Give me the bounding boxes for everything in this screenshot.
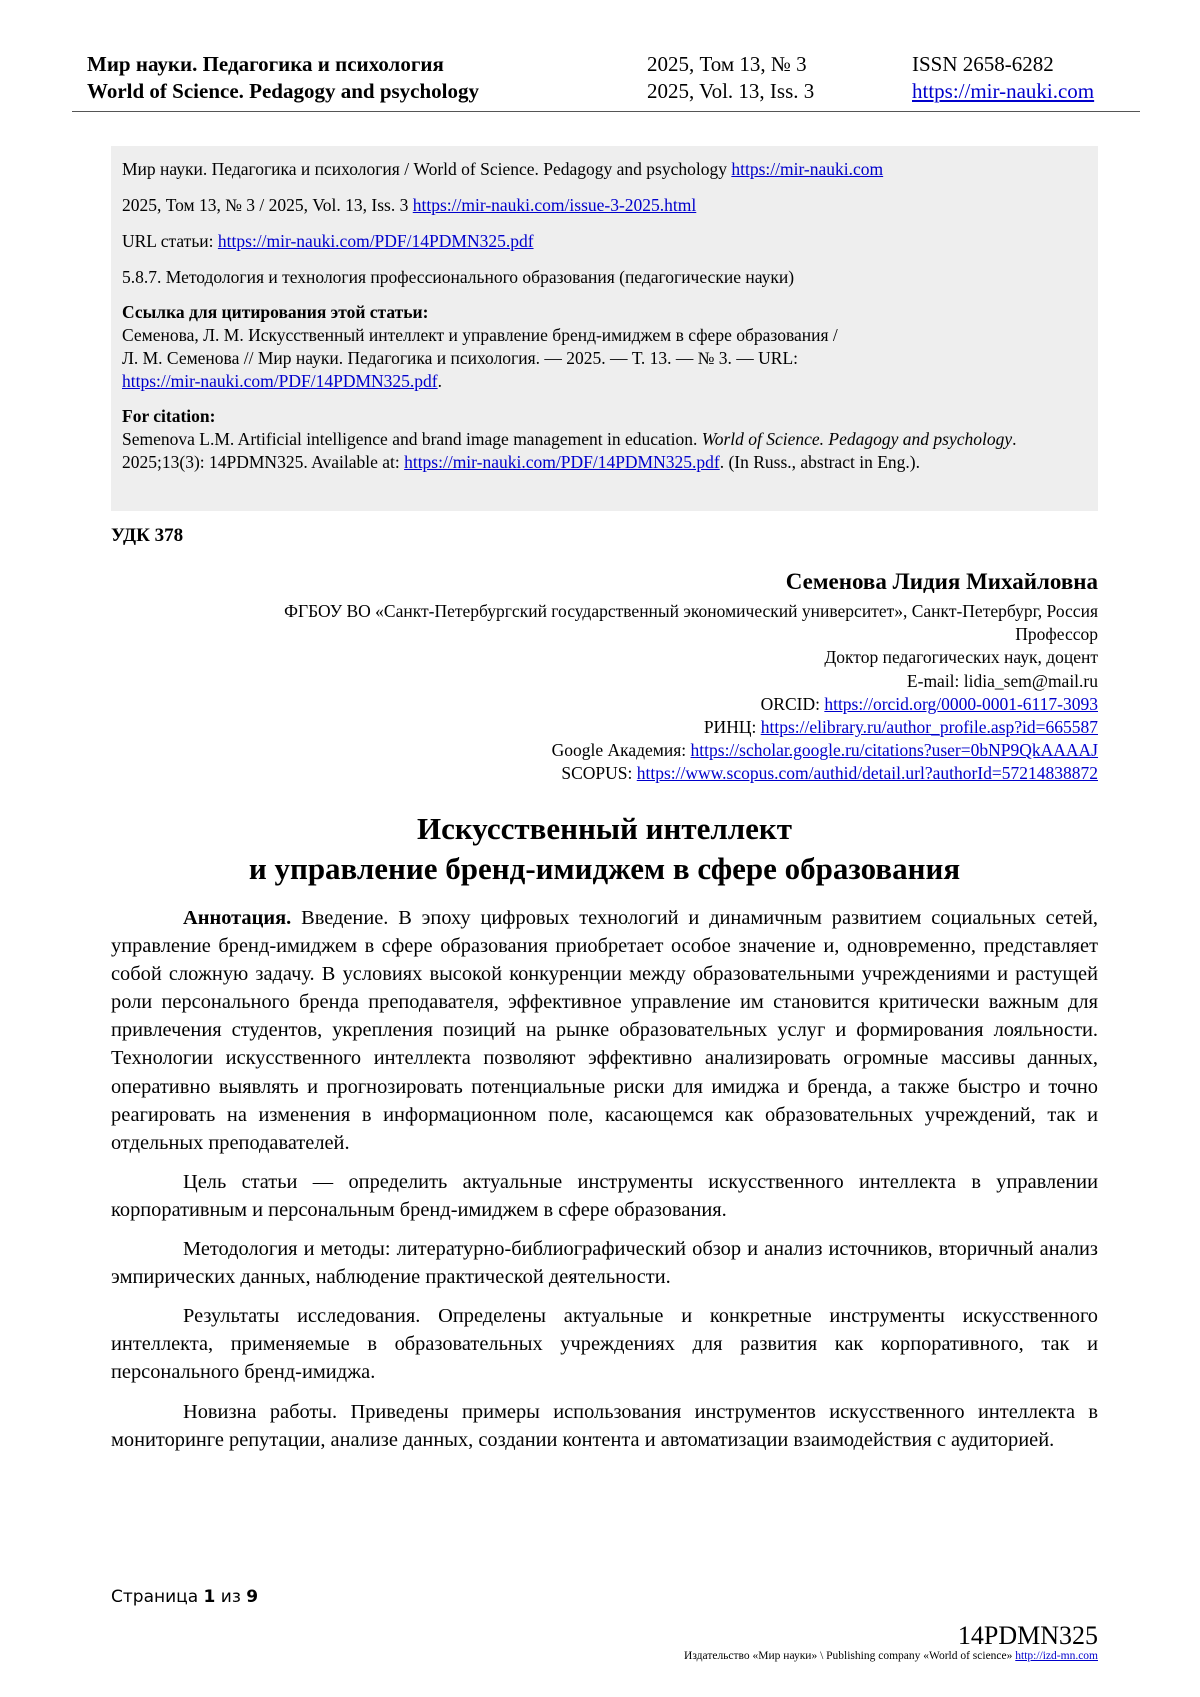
article-info-box: Мир науки. Педагогика и психология / World of Science. Pedagogy and psychology https://mir-nauki.com 2025, Том 13, № 3 / 2025, Vol. 13, Iss. 3 https://mir-nauki.com/issue-3-2025.html URL статьи: https://mir-nauki.com/PDF/14PDMN325.pdf 5.8.7. Методология и технология профессионального образования (педагогические науки) Ссылка для цитирования этой статьи: Семенова, Л. М. Искусственный интеллект и управление бренд-имиджем в сфере образования / Л. М. Семенова // Мир науки. Педагогика и психология. — 2025. — Т. 13. — № 3. — URL: https://mir-nauki.com/PDF/14PDMN325.pdf. For citation: Semenova L.M. Artificial intelligence and brand image management in education. World of Science. Pedagogy and psychology. 2025;13(3): 14PDMN325. Available at: https://mir-nauki.com/PDF/14PDMN325.pdf. (In Russ., abstract in Eng.). [111, 146, 1098, 511]
cite-en-text: Semenova L.M. Artificial intelligence and brand image management in education. [122, 429, 698, 449]
cite-ru-link[interactable]: https://mir-nauki.com/PDF/14PDMN325.pdf [122, 371, 438, 391]
cite-ru-label: Ссылка для цитирования этой статьи: [122, 302, 429, 322]
issue-en: 2025, Vol. 13, Iss. 3 [647, 79, 815, 103]
author-email: E-mail: lidia_sem@mail.ru [906, 670, 1098, 691]
abstract-introduction: Введение. В эпоху цифровых технологий и динамичным развитием социальных сетей, управление бренд-имиджем в сфере образования приобретает особое значение и, одновременно, представляет собой сложную задачу. В условиях высокой конкуренции между образовательными учреждениями и растущей роли персонального бренда преподавателя, эффективное управление им становится критически важным для привлечения студентов, укрепления позиций на рынке образовательных услуг и формирования лояльности. Технологии искусственного интеллекта позволяют эффективно анализировать огромные массивы данных, оперативно выявлять и прогнозировать потенциальные риски для имиджа и бренда, а также быстро и точно реагировать на изменения в информационном поле, касающемся как образовательных учреждений, так и отдельных преподавателей. [111, 907, 1098, 1154]
journal-title-ru: Мир науки. Педагогика и психология [87, 52, 444, 76]
issue-ru: 2025, Том 13, № 3 [647, 52, 807, 76]
info-specialty: 5.8.7. Методология и технология профессионального образования (педагогические науки) [122, 267, 795, 287]
journal-title-en: World of Science. Pedagogy and psychology [87, 79, 480, 103]
rinc-label: РИНЦ: [703, 717, 757, 738]
orcid-label: ORCID: [760, 693, 820, 714]
page-total: 9 [246, 1587, 259, 1607]
title-line-2: и управление бренд-имиджем в сфере образования [248, 851, 961, 886]
publisher-line [684, 1650, 1098, 1662]
issn: ISSN 2658-6282 [912, 52, 1054, 76]
info-article-link[interactable]: https://mir-nauki.com/PDF/14PDMN325.pdf [217, 231, 534, 251]
abstract [111, 904, 1098, 1465]
info-issue-line: 2025, Том 13, № 3 / 2025, Vol. 13, Iss. 3 [122, 195, 409, 215]
page-counter [111, 1587, 258, 1607]
info-journal-line: Мир науки. Педагогика и психология / World of Science. Pedagogy and psychology [122, 159, 727, 179]
article-title [111, 809, 1098, 889]
scopus-label: SCOPUS: [561, 763, 633, 784]
author-affiliation: ФГБОУ ВО «Санкт-Петербургский государственный экономический университет», Санкт-Петербург, Россия [284, 601, 1098, 621]
abstract-label: Аннотация. [183, 907, 292, 929]
cite-en-link[interactable]: https://mir-nauki.com/PDF/14PDMN325.pdf [404, 452, 720, 472]
cite-ru-line2: Л. М. Семенова // Мир науки. Педагогика и психология. — 2025. — Т. 13. — № 3. — URL: [122, 348, 799, 368]
info-article-url-label: URL статьи: [122, 231, 214, 251]
abstract-methods: Методология и методы: литературно-библиографический обзор и анализ источников, вторичный анализ эмпирических данных, наблюдение практической деятельности. [111, 1238, 1098, 1289]
scholar-link[interactable]: https://scholar.google.ru/citations?user=0bNP9QkAAAAJ [690, 740, 1098, 761]
author-position: Профессор [1015, 624, 1098, 645]
cite-en-label: For citation: [122, 406, 216, 426]
orcid-link[interactable]: https://orcid.org/0000-0001-6117-3093 [824, 693, 1098, 714]
cite-ru-line1: Семенова, Л. М. Искусственный интеллект и управление бренд-имиджем в сфере образования / [122, 325, 838, 345]
title-line-1: Искусственный интеллект [417, 811, 792, 846]
abstract-goal: Цель статьи — определить актуальные инструменты искусственного интеллекта в управлении корпоративным и персональным бренд-имиджем в сфере образования. [111, 1170, 1098, 1221]
cite-en-tail: . (In Russ., abstract in Eng.). [719, 452, 920, 472]
cite-en-journal: World of Science. Pedagogy and psychology [701, 429, 1013, 449]
udk-code: УДК 378 [111, 525, 184, 546]
journal-site-link[interactable]: https://mir-nauki.com [912, 79, 1095, 103]
abstract-results: Результаты исследования. Определены актуальные и конкретные инструменты искусственного интеллекта, применяемые в образовательных учреждениях для развития как корпоративного, так и персонального бренд-имиджа. [111, 1305, 1098, 1384]
article-code: 14PDMN325 [957, 1621, 1098, 1650]
rinc-link[interactable]: https://elibrary.ru/author_profile.asp?id=665587 [760, 717, 1098, 738]
journal-header [87, 51, 1127, 105]
author-block [98, 566, 1098, 786]
header-divider [72, 111, 1140, 112]
abstract-novelty: Новизна работы. Приведены примеры использования инструментов искусственного интеллекта в мониторинге репутации, анализе данных, создании контента и автоматизации взаимодействия с аудиторией. [111, 1400, 1098, 1451]
info-journal-link[interactable]: https://mir-nauki.com [731, 159, 884, 179]
author-name: Семенова Лидия Михайловна [785, 569, 1098, 594]
of-word: из [220, 1587, 241, 1607]
publisher-link[interactable]: http://izd-mn.com [1015, 1650, 1098, 1662]
author-degree: Доктор педагогических наук, доцент [824, 647, 1098, 668]
page-number: 1 [203, 1587, 216, 1607]
info-issue-link[interactable]: https://mir-nauki.com/issue-3-2025.html [412, 195, 697, 215]
page-word: Страница [111, 1587, 199, 1607]
cite-en-details: . 2025;13(3): 14PDMN325. Available at: [122, 429, 1017, 472]
scholar-label: Google Академия: [551, 740, 687, 761]
scopus-link[interactable]: https://www.scopus.com/authid/detail.url?authorId=57214838872 [636, 763, 1098, 784]
publisher-text: Издательство «Мир науки» \ Publishing company «World of science» [684, 1650, 1013, 1662]
